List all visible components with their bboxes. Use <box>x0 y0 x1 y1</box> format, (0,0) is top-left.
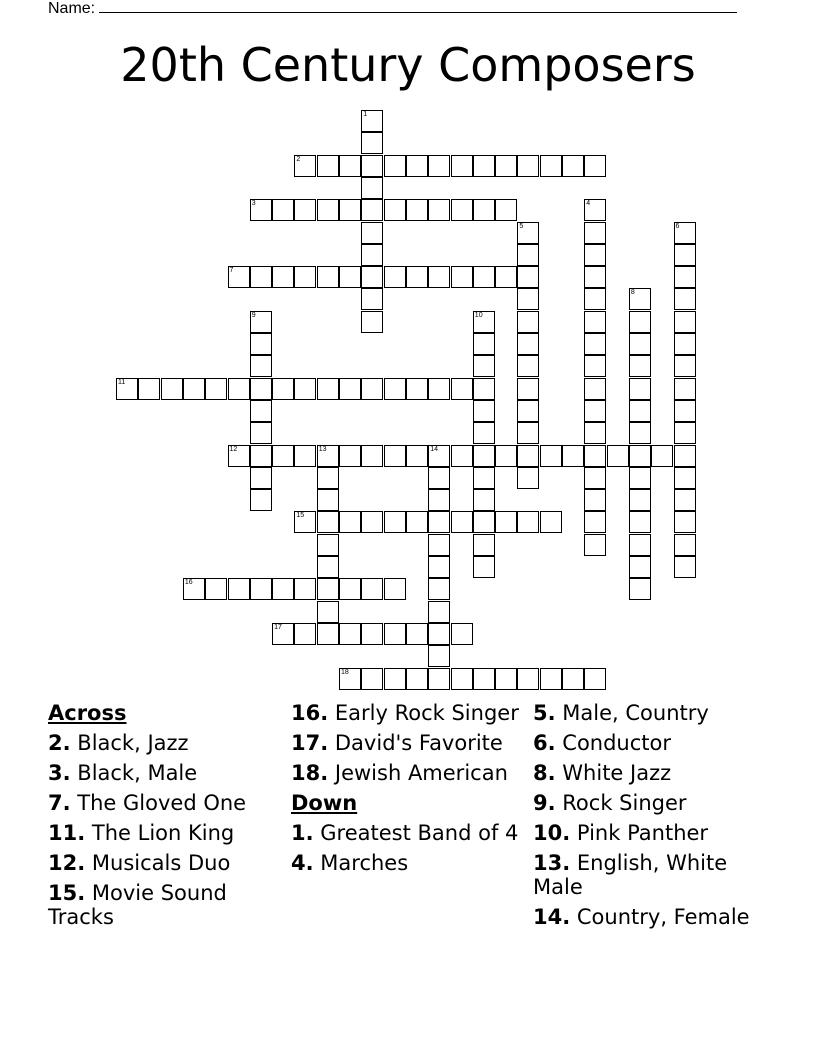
grid-cell[interactable] <box>674 489 696 511</box>
grid-cell[interactable] <box>674 266 696 288</box>
grid-cell[interactable] <box>361 623 383 645</box>
grid-cell[interactable] <box>540 511 562 533</box>
grid-cell[interactable] <box>361 132 383 154</box>
grid-cell[interactable] <box>584 378 606 400</box>
grid-cell[interactable] <box>361 244 383 266</box>
grid-cell[interactable] <box>406 445 428 467</box>
grid-cell[interactable] <box>584 511 606 533</box>
grid-cell[interactable] <box>517 155 539 177</box>
grid-cell[interactable] <box>428 489 450 511</box>
grid-cell[interactable] <box>406 199 428 221</box>
grid-cell[interactable] <box>451 623 473 645</box>
grid-cell[interactable] <box>428 445 450 467</box>
grid-cell[interactable] <box>674 378 696 400</box>
grid-cell[interactable] <box>384 668 406 690</box>
grid-cell[interactable] <box>473 422 495 444</box>
across-heading: Across <box>48 701 127 725</box>
grid-cell[interactable] <box>451 266 473 288</box>
grid-cell[interactable] <box>250 578 272 600</box>
clue-across-15: 15. Movie Sound Tracks <box>48 881 227 929</box>
grid-cell[interactable] <box>517 511 539 533</box>
grid-cell[interactable] <box>451 445 473 467</box>
grid-cell[interactable] <box>584 244 606 266</box>
grid-cell[interactable] <box>428 623 450 645</box>
clue-down-4: 4. Marches <box>291 851 409 875</box>
grid-cell[interactable] <box>495 511 517 533</box>
grid-cell[interactable] <box>584 534 606 556</box>
grid-cell[interactable] <box>272 445 294 467</box>
grid-cell[interactable] <box>495 668 517 690</box>
grid-cell[interactable] <box>473 199 495 221</box>
grid-cell[interactable] <box>205 578 227 600</box>
grid-cell[interactable] <box>473 556 495 578</box>
grid-cell[interactable] <box>473 445 495 467</box>
grid-cell[interactable] <box>294 623 316 645</box>
clue-number: 13 <box>318 445 327 453</box>
grid-cell[interactable] <box>428 199 450 221</box>
grid-cell[interactable] <box>584 288 606 310</box>
grid-cell[interactable] <box>629 333 651 355</box>
grid-cell[interactable] <box>250 266 272 288</box>
grid-cell[interactable] <box>451 155 473 177</box>
grid-cell[interactable] <box>517 311 539 333</box>
grid-cell[interactable] <box>674 222 696 244</box>
clue-column-middle <box>291 701 527 881</box>
grid-cell[interactable] <box>339 266 361 288</box>
grid-cell[interactable] <box>138 378 160 400</box>
grid-cell[interactable] <box>584 467 606 489</box>
grid-cell[interactable] <box>161 378 183 400</box>
grid-cell[interactable] <box>406 623 428 645</box>
grid-cell[interactable] <box>339 511 361 533</box>
grid-cell[interactable] <box>473 668 495 690</box>
grid-cell[interactable] <box>562 445 584 467</box>
grid-cell[interactable] <box>629 445 651 467</box>
grid-cell[interactable] <box>562 155 584 177</box>
clue-column-right <box>533 701 769 935</box>
clue-number: 16 <box>184 579 193 587</box>
grid-cell[interactable] <box>384 623 406 645</box>
clue-number: 17 <box>274 623 282 631</box>
grid-cell[interactable] <box>629 311 651 333</box>
grid-cell[interactable] <box>674 534 696 556</box>
clue-number: 11 <box>118 378 126 386</box>
grid-cell[interactable] <box>584 266 606 288</box>
grid-cell[interactable] <box>361 445 383 467</box>
grid-cell[interactable] <box>250 422 272 444</box>
grid-cell[interactable] <box>495 199 517 221</box>
page-title: 20th Century Composers <box>120 38 696 92</box>
grid-cell[interactable] <box>250 400 272 422</box>
grid-cell[interactable] <box>294 511 316 533</box>
clue-down-13: 13. English, White Male <box>533 851 728 899</box>
clue-number: 6 <box>675 222 680 230</box>
clue-down-6: 6. Conductor <box>533 731 672 755</box>
grid-cell[interactable] <box>272 578 294 600</box>
grid-cell[interactable] <box>250 467 272 489</box>
grid-cell[interactable] <box>517 266 539 288</box>
clue-number: 15 <box>296 512 305 520</box>
grid-cell[interactable] <box>428 534 450 556</box>
grid-cell[interactable] <box>406 266 428 288</box>
grid-cell[interactable] <box>517 333 539 355</box>
grid-cell[interactable] <box>629 534 651 556</box>
grid-cell[interactable] <box>384 378 406 400</box>
grid-cell[interactable] <box>361 668 383 690</box>
grid-cell[interactable] <box>428 601 450 623</box>
clue-number: 10 <box>474 311 483 319</box>
clue-across-16: 16. Early Rock Singer <box>291 701 519 725</box>
grid-cell[interactable] <box>584 199 606 221</box>
clue-number: 1 <box>363 111 368 118</box>
grid-cell[interactable] <box>584 489 606 511</box>
grid-cell[interactable] <box>517 244 539 266</box>
grid-cell[interactable] <box>473 333 495 355</box>
grid-cell[interactable] <box>339 578 361 600</box>
grid-cell[interactable] <box>451 511 473 533</box>
grid-cell[interactable] <box>339 445 361 467</box>
grid-cell[interactable] <box>361 199 383 221</box>
grid-cell[interactable] <box>629 467 651 489</box>
grid-cell[interactable] <box>674 511 696 533</box>
grid-cell[interactable] <box>584 400 606 422</box>
grid-cell[interactable] <box>584 422 606 444</box>
clue-across-18: 18. Jewish American <box>291 761 508 785</box>
grid-cell[interactable] <box>629 489 651 511</box>
grid-cell[interactable] <box>629 422 651 444</box>
grid-cell[interactable] <box>562 668 584 690</box>
grid-cell[interactable] <box>317 556 339 578</box>
grid-cell[interactable] <box>473 311 495 333</box>
grid-cell[interactable] <box>495 445 517 467</box>
grid-cell[interactable] <box>361 311 383 333</box>
grid-cell[interactable] <box>517 378 539 400</box>
grid-cell[interactable] <box>584 355 606 377</box>
grid-cell[interactable] <box>428 378 450 400</box>
clue-across-12: 12. Musicals Duo <box>48 851 231 875</box>
grid-cell[interactable] <box>384 445 406 467</box>
grid-cell[interactable] <box>473 534 495 556</box>
grid-cell[interactable] <box>473 467 495 489</box>
grid-cell[interactable] <box>428 266 450 288</box>
grid-cell[interactable] <box>584 311 606 333</box>
clue-across-2: 2. Black, Jazz <box>48 731 189 755</box>
grid-cell[interactable] <box>384 511 406 533</box>
grid-cell[interactable] <box>361 177 383 199</box>
grid-cell[interactable] <box>294 266 316 288</box>
grid-cell[interactable] <box>428 511 450 533</box>
grid-cell[interactable] <box>384 266 406 288</box>
grid-cell[interactable] <box>339 623 361 645</box>
grid-cell[interactable] <box>272 378 294 400</box>
grid-cell[interactable] <box>607 445 629 467</box>
grid-cell[interactable] <box>183 578 205 600</box>
grid-cell[interactable] <box>384 155 406 177</box>
grid-cell[interactable] <box>361 288 383 310</box>
clue-across-17: 17. David's Favorite <box>291 731 503 755</box>
grid-cell[interactable] <box>384 199 406 221</box>
grid-cell[interactable] <box>674 422 696 444</box>
grid-cell[interactable] <box>361 378 383 400</box>
grid-cell[interactable] <box>629 378 651 400</box>
grid-cell[interactable] <box>205 378 227 400</box>
clue-number: 2 <box>296 155 301 163</box>
grid-cell[interactable] <box>317 445 339 467</box>
grid-cell[interactable] <box>317 467 339 489</box>
clue-across-11: 11. The Lion King <box>48 821 235 845</box>
clue-column-left <box>48 701 284 935</box>
grid-cell[interactable] <box>451 199 473 221</box>
grid-cell[interactable] <box>250 445 272 467</box>
grid-cell[interactable] <box>339 155 361 177</box>
grid-cell[interactable] <box>629 511 651 533</box>
clue-down-14: 14. Country, Female <box>533 905 750 929</box>
grid-cell[interactable] <box>584 668 606 690</box>
clue-number: 14 <box>430 445 438 453</box>
grid-cell[interactable] <box>250 199 272 221</box>
grid-cell[interactable] <box>317 601 339 623</box>
grid-cell[interactable] <box>317 511 339 533</box>
grid-cell[interactable] <box>674 311 696 333</box>
grid-cell[interactable] <box>517 288 539 310</box>
grid-cell[interactable] <box>406 378 428 400</box>
grid-cell[interactable] <box>294 578 316 600</box>
clue-number: 5 <box>519 222 524 230</box>
grid-cell[interactable] <box>451 668 473 690</box>
grid-cell[interactable] <box>517 668 539 690</box>
clue-down-5: 5. Male, Country <box>533 701 709 725</box>
grid-cell[interactable] <box>428 556 450 578</box>
grid-cell[interactable] <box>250 311 272 333</box>
grid-cell[interactable] <box>339 668 361 690</box>
grid-cell[interactable] <box>228 445 250 467</box>
grid-cell[interactable] <box>317 199 339 221</box>
grid-cell[interactable] <box>384 578 406 600</box>
grid-cell[interactable] <box>361 511 383 533</box>
down-heading: Down <box>291 791 358 815</box>
grid-cell[interactable] <box>473 489 495 511</box>
grid-cell[interactable] <box>540 445 562 467</box>
name-label: Name: <box>48 0 96 17</box>
grid-cell[interactable] <box>406 668 428 690</box>
grid-cell[interactable] <box>473 155 495 177</box>
grid-cell[interactable] <box>428 467 450 489</box>
grid-cell[interactable] <box>361 266 383 288</box>
grid-cell[interactable] <box>294 199 316 221</box>
grid-cell[interactable] <box>517 400 539 422</box>
grid-cell[interactable] <box>317 623 339 645</box>
clue-down-8: 8. White Jazz <box>533 761 672 785</box>
grid-cell[interactable] <box>250 489 272 511</box>
grid-cell[interactable] <box>428 645 450 667</box>
grid-cell[interactable] <box>317 266 339 288</box>
grid-cell[interactable] <box>629 556 651 578</box>
grid-cell[interactable] <box>250 355 272 377</box>
grid-cell[interactable] <box>250 378 272 400</box>
clue-down-10: 10. Pink Panther <box>533 821 709 845</box>
grid-cell[interactable] <box>428 668 450 690</box>
grid-cell[interactable] <box>339 378 361 400</box>
grid-cell[interactable] <box>674 244 696 266</box>
clue-number: 12 <box>229 445 238 453</box>
grid-cell[interactable] <box>674 355 696 377</box>
grid-cell[interactable] <box>116 378 138 400</box>
grid-cell[interactable] <box>428 155 450 177</box>
grid-cell[interactable] <box>339 199 361 221</box>
clue-down-1: 1. Greatest Band of 4 <box>291 821 519 845</box>
grid-cell[interactable] <box>540 668 562 690</box>
grid-cell[interactable] <box>473 378 495 400</box>
grid-cell[interactable] <box>361 110 383 132</box>
grid-cell[interactable] <box>294 445 316 467</box>
grid-cell[interactable] <box>517 422 539 444</box>
grid-cell[interactable] <box>674 467 696 489</box>
grid-cell[interactable] <box>317 155 339 177</box>
grid-cell[interactable] <box>584 445 606 467</box>
clue-number: 18 <box>341 668 349 676</box>
grid-cell[interactable] <box>495 266 517 288</box>
clue-number: 9 <box>251 311 256 319</box>
grid-cell[interactable] <box>361 578 383 600</box>
grid-cell[interactable] <box>294 378 316 400</box>
clue-number: 7 <box>229 267 234 275</box>
grid-cell[interactable] <box>183 378 205 400</box>
grid-cell[interactable] <box>451 378 473 400</box>
grid-cell[interactable] <box>228 266 250 288</box>
clue-across-7: 7. The Gloved One <box>48 791 247 815</box>
grid-cell[interactable] <box>473 355 495 377</box>
grid-cell[interactable] <box>629 355 651 377</box>
grid-cell[interactable] <box>272 623 294 645</box>
grid-cell[interactable] <box>629 288 651 310</box>
grid-cell[interactable] <box>517 467 539 489</box>
grid-cell[interactable] <box>517 355 539 377</box>
grid-cell[interactable] <box>317 489 339 511</box>
grid-cell[interactable] <box>540 155 562 177</box>
grid-cell[interactable] <box>674 556 696 578</box>
clue-number: 3 <box>251 200 256 208</box>
grid-cell[interactable] <box>406 511 428 533</box>
clue-number: 8 <box>630 289 635 297</box>
grid-cell[interactable] <box>228 578 250 600</box>
grid-cell[interactable] <box>228 378 250 400</box>
grid-cell[interactable] <box>674 400 696 422</box>
grid-cell[interactable] <box>584 222 606 244</box>
grid-cell[interactable] <box>317 578 339 600</box>
grid-cell[interactable] <box>517 445 539 467</box>
grid-cell[interactable] <box>473 511 495 533</box>
clue-down-9: 9. Rock Singer <box>533 791 687 815</box>
grid-cell[interactable] <box>517 222 539 244</box>
grid-cell[interactable] <box>272 199 294 221</box>
grid-cell[interactable] <box>584 333 606 355</box>
grid-cell[interactable] <box>406 155 428 177</box>
grid-cell[interactable] <box>629 400 651 422</box>
grid-cell[interactable] <box>428 578 450 600</box>
grid-cell[interactable] <box>294 155 316 177</box>
grid-cell[interactable] <box>361 222 383 244</box>
grid-cell[interactable] <box>473 266 495 288</box>
grid-cell[interactable] <box>674 288 696 310</box>
grid-cell[interactable] <box>272 266 294 288</box>
grid-cell[interactable] <box>361 155 383 177</box>
clue-across-3: 3. Black, Male <box>48 761 198 785</box>
grid-cell[interactable] <box>584 155 606 177</box>
grid-cell[interactable] <box>317 534 339 556</box>
grid-cell[interactable] <box>250 333 272 355</box>
clue-number: 4 <box>586 200 591 208</box>
grid-cell[interactable] <box>629 578 651 600</box>
grid-cell[interactable] <box>651 445 673 467</box>
grid-cell[interactable] <box>674 333 696 355</box>
grid-cell[interactable] <box>674 445 696 467</box>
grid-cell[interactable] <box>495 155 517 177</box>
grid-cell[interactable] <box>317 378 339 400</box>
grid-cell[interactable] <box>473 400 495 422</box>
